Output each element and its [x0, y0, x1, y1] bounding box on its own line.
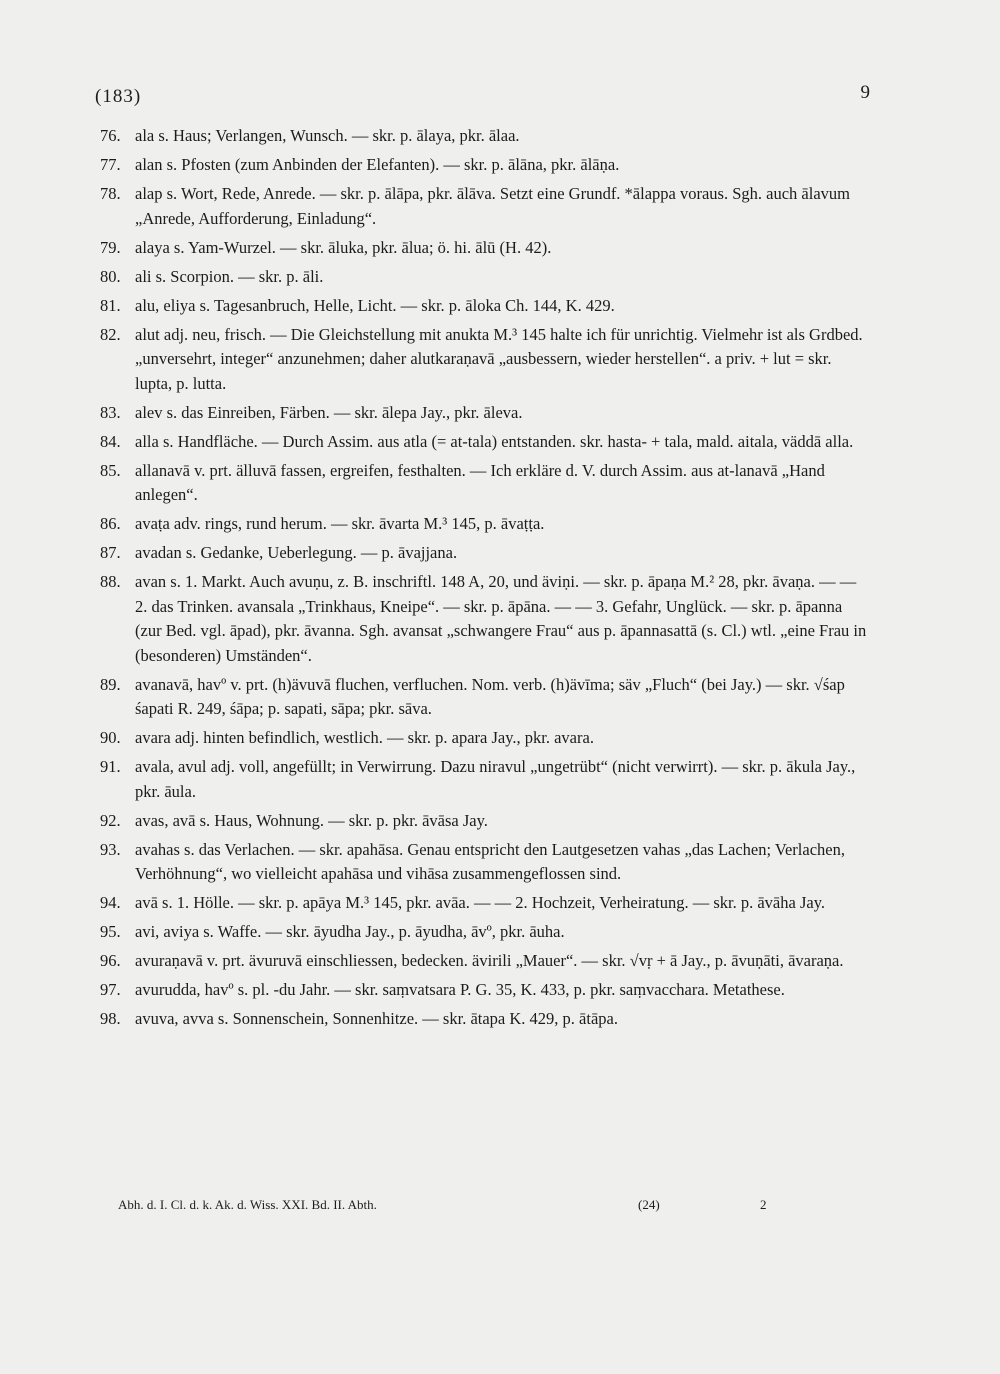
dictionary-entry: [100, 920, 870, 945]
entry-number: 77.: [100, 155, 121, 174]
page-number: 9: [860, 82, 870, 103]
dictionary-entry: [100, 323, 870, 397]
entry-text: avala, avul adj. voll, angefüllt; in Verwirrung. Dazu niravul „ungetrübt“ (nicht verwirrt). — skr. p. ākula Jay., pkr. āula.: [135, 757, 856, 801]
entry-number: 92.: [100, 810, 121, 830]
entry-text: alla s. Handfläche. — Durch Assim. aus atla (= at-tala) entstanden. skr. hasta- + tala, mald. aitala, väddā alla.: [135, 431, 854, 451]
entry-number: 78.: [100, 184, 121, 203]
entry-text: alut adj. neu, frisch. — Die Gleichstellung mit anukta M.³ 145 halte ich für unrichtig. Vielmehr ist als Grdbed. „unversehrt, integer“ anzunehmen; daher alutkaraṇavā „ausbessern, wieder herstellen“. a priv. + lut = skr. lupta, p. lutta.: [135, 324, 863, 393]
dictionary-entry: [100, 949, 870, 974]
entry-text: allanavā v. prt. älluvā fassen, ergreifen, festhalten. — Ich erkläre d. V. durch Assim. aus at-lanavā „Hand anlegen“.: [135, 460, 825, 504]
dictionary-entry: [100, 294, 870, 319]
entry-number: 98.: [100, 1009, 121, 1028]
entry-number: 93.: [100, 839, 121, 859]
dictionary-entry: [100, 401, 870, 426]
entry-text: avas, avā s. Haus, Wohnung. — skr. p. pkr. āvāsa Jay.: [135, 810, 488, 830]
page-bracket-number: (183): [95, 86, 142, 107]
footer-publication: Abh. d. I. Cl. d. k. Ak. d. Wiss. XXI. Bd. II. Abth.: [118, 1197, 377, 1212]
dictionary-entry: [100, 182, 870, 231]
dictionary-entry: [100, 726, 870, 751]
dictionary-entry: [100, 265, 870, 290]
entry-text: alaya s. Yam-Wurzel. — skr. āluka, pkr. ālua; ö. hi. ālū (H. 42).: [135, 237, 552, 257]
entry-number: 94.: [100, 893, 121, 912]
entry-text: avadan s. Gedanke, Ueberlegung. — p. āvajjana.: [135, 543, 458, 562]
footer-signature: 2: [760, 1197, 767, 1212]
entry-number: 85.: [100, 460, 121, 480]
entry-text: ala s. Haus; Verlangen, Wunsch. — skr. p. ālaya, pkr. ālaa.: [135, 126, 520, 145]
entry-text: avahas s. das Verlachen. — skr. apahāsa. Genau entspricht den Lautgesetzen vahas „das Lachen; Verlachen, Verhöhnung“, wo vielleicht apahāsa und vihāsa zusammengeflossen sind.: [135, 839, 845, 883]
entry-number: 86.: [100, 514, 121, 533]
entry-number: 79.: [100, 237, 121, 257]
dictionary-entry: [100, 673, 870, 722]
entry-text: avuva, avva s. Sonnenschein, Sonnenhitze. — skr. ātapa K. 429, p. ātāpa.: [135, 1009, 618, 1028]
dictionary-entry: [100, 978, 870, 1003]
entry-text: avaṭa adv. rings, rund herum. — skr. āvarta M.³ 145, p. āvaṭṭa.: [135, 514, 545, 533]
entry-number: 97.: [100, 980, 121, 999]
dictionary-entry: [100, 755, 870, 804]
dictionary-entry: [100, 838, 870, 887]
entry-number: 90.: [100, 728, 121, 747]
entry-text: alap s. Wort, Rede, Anrede. — skr. p. ālāpa, pkr. ālāva. Setzt eine Grundf. *ālappa voraus. Sgh. auch ālavum „Anrede, Aufforderung, Einladung“.: [135, 184, 850, 228]
dictionary-entries: [100, 124, 870, 1036]
entry-number: 89.: [100, 674, 121, 694]
dictionary-entry: [100, 124, 870, 149]
entry-number: 82.: [100, 324, 121, 344]
entry-text: avuraṇavā v. prt. ävuruvā einschliessen, bedecken. ävirili „Mauer“. — skr. √vṛ + ā Jay., p. āvuṇāti, āvaraṇa.: [135, 951, 844, 970]
dictionary-entry: [100, 1007, 870, 1032]
entry-text: avara adj. hinten befindlich, westlich. — skr. p. apara Jay., pkr. avara.: [135, 728, 594, 747]
entry-text: alev s. das Einreiben, Färben. — skr. ālepa Jay., pkr. āleva.: [135, 402, 523, 422]
entry-number: 84.: [100, 431, 121, 451]
entry-text: alan s. Pfosten (zum Anbinden der Elefanten). — skr. p. ālāna, pkr. ālāṇa.: [135, 155, 620, 174]
entry-number: 76.: [100, 126, 121, 145]
entry-number: 80.: [100, 266, 121, 286]
entry-text: avi, aviya s. Waffe. — skr. āyudha Jay., p. āyudha, āvº, pkr. āuha.: [135, 922, 565, 941]
entry-text: ali s. Scorpion. — skr. p. āli.: [135, 266, 324, 286]
entry-number: 88.: [100, 572, 121, 591]
entry-text: avurudda, havº s. pl. -du Jahr. — skr. saṃvatsara P. G. 35, K. 433, p. pkr. saṃvacchara. Metathese.: [135, 980, 785, 999]
page-header: [95, 82, 870, 116]
dictionary-entry: [100, 153, 870, 178]
dictionary-entry: [100, 891, 870, 916]
entry-number: 95.: [100, 922, 121, 941]
dictionary-entry: [100, 541, 870, 566]
entry-number: 87.: [100, 543, 121, 562]
entry-text: avā s. 1. Hölle. — skr. p. apāya M.³ 145, pkr. avāa. — — 2. Hochzeit, Verheiratung. — skr. p. āvāha Jay.: [135, 893, 825, 912]
entry-number: 91.: [100, 757, 121, 776]
dictionary-entry: [100, 236, 870, 261]
entry-text: alu, eliya s. Tagesanbruch, Helle, Licht. — skr. p. āloka Ch. 144, K. 429.: [135, 295, 615, 315]
entry-number: 96.: [100, 951, 121, 970]
dictionary-entry: [100, 570, 870, 668]
entry-number: 81.: [100, 295, 121, 315]
dictionary-entry: [100, 459, 870, 508]
entry-number: 83.: [100, 402, 121, 422]
entry-text: avanavā, havº v. prt. (h)ävuvā fluchen, verfluchen. Nom. verb. (h)ävīma; säv „Fluch“ (bei Jay.) — skr. √śap śapati R. 249, śāpa; p. sapati, sāpa; pkr. sāva.: [135, 674, 845, 718]
dictionary-entry: [100, 512, 870, 537]
entry-text: avan s. 1. Markt. Auch avuṇu, z. B. inschriftl. 148 A, 20, und äviṇi. — skr. p. āpaṇa M.² 28, pkr. āvaṇa. — — 2. das Trinken. avansala „Trinkhaus, Kneipe“. — skr. p. āpāna. — — 3. Gefahr, Unglück. — skr. p. āpanna (zur Bed. vgl. āpad), pkr. āvanna. Sgh. avansat „schwangere Frau“ aus p. āpannasattā (s. Cl.) wtl. „eine Frau in (besonderen) Umständen“.: [135, 572, 867, 665]
footer-sheet-number: (24): [638, 1197, 660, 1212]
dictionary-entry: [100, 809, 870, 834]
dictionary-entry: [100, 430, 870, 455]
